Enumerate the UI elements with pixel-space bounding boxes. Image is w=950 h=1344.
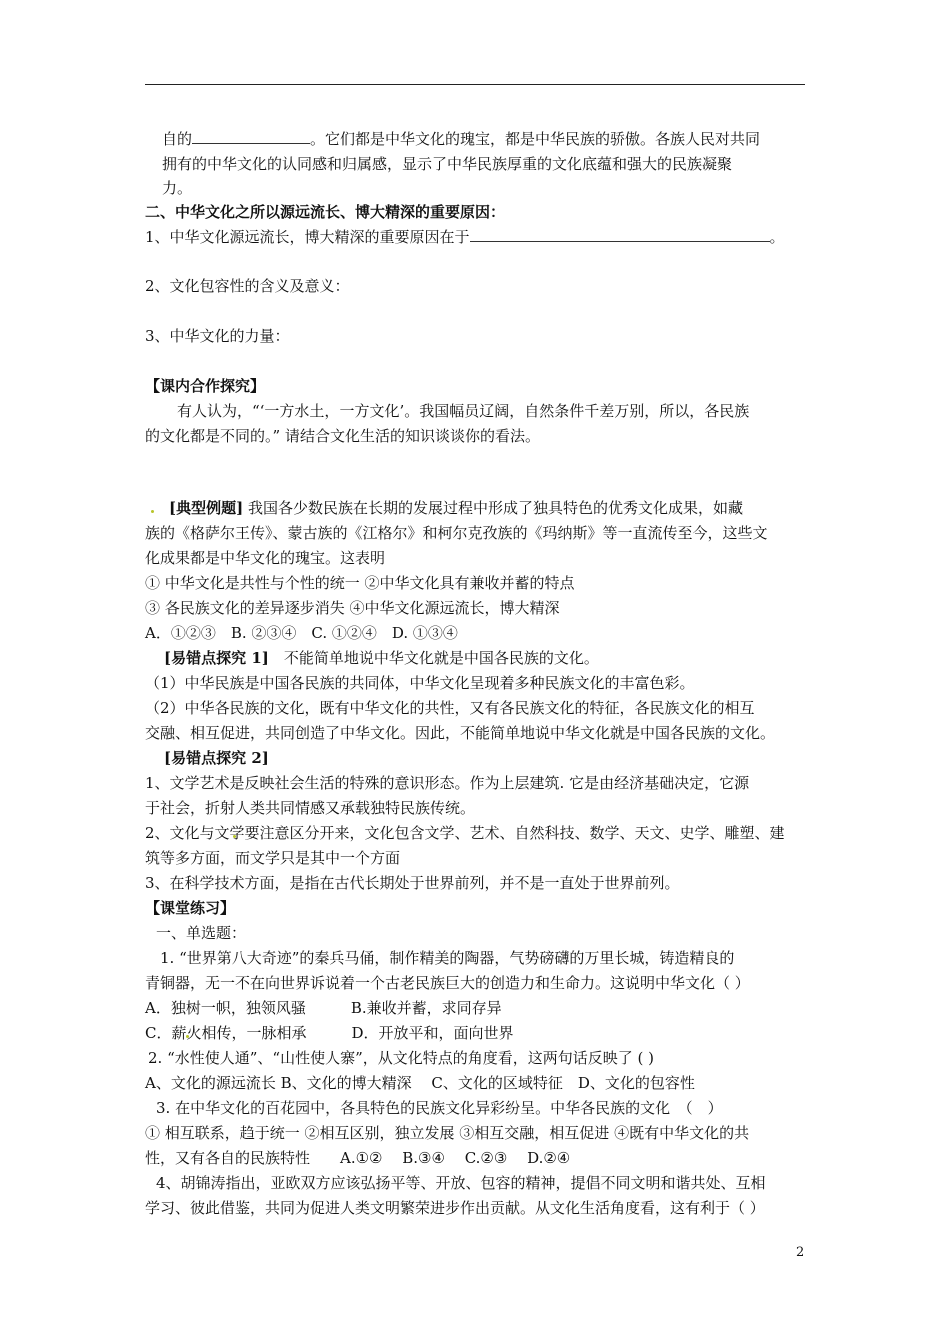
exercise-3: 3. 在中华文化的百花园中，各具特色的民族文化异彩纷呈。中华各民族的文化 （ ） <box>156 1099 723 1117</box>
question-1: 1、中华文化源远流长，博大精深的重要原因在于 。 <box>145 228 785 246</box>
text-line: 青铜器，无一不在向世界诉说着一个古老民族巨大的创造力和生命力。这说明中华文化（ ） <box>145 974 750 992</box>
text-line: 交融、相互促进，共同创造了中华文化。因此，不能简单地说中华文化就是中国各民族的文化。 <box>145 724 776 742</box>
text-line: 学习、彼此借鉴，共同为促进人类文明繁荣进步作出贡献。从文化生活角度看，这有利于（ ） <box>145 1199 765 1217</box>
text-line: 3、在科学技术方面，是指在古代长期处于世界前列，并不是一直处于世界前列。 <box>145 874 680 892</box>
option-line: A．独树一帜，独领风骚 B.兼收并蓄，求同存异 <box>145 999 502 1017</box>
text-line: 于社会，折射人类共同情感又承载独特民族传统。 <box>145 799 476 817</box>
exercise-1: 1. “世界第八大奇迹”的秦兵马俑，制作精美的陶器，气势磅礴的万里长城，铸造精良的 <box>160 949 735 967</box>
fill-in-blank[interactable] <box>192 129 310 144</box>
text-line: 1、文学艺术是反映社会生活的特殊的意识形态。作为上层建筑. 它是由经济基础决定，它源 <box>145 774 750 792</box>
text-line: （2）中华各民族的文化，既有中华文化的共性，又有各民族文化的特征，各民族文化的相互 <box>145 699 755 717</box>
section-heading-cooperation: 【课内合作探究】 <box>145 377 266 395</box>
text-line: 2、文化与文学要注意区分开来，文化包含文学、艺术、自然科技、数学、天文、史学、雕塑、建 <box>145 824 785 842</box>
option-line: A、文化的源远流长 B、文化的博大精深 C、文化的区域特征 D、文化的包容性 <box>145 1074 695 1092</box>
error-point-2: [易错点探究 2] <box>164 749 269 767</box>
question-2: 2、文化包容性的含义及意义： <box>145 277 350 295</box>
option-line: C．薪火相传，一脉相承 D．开放平和，面向世界 <box>145 1024 514 1042</box>
option-line: ① 相互联系，趋于统一 ②相互区别，独立发展 ③相互交融，相互促进 ④既有中华文化的共 <box>145 1124 750 1142</box>
text-line: （1）中华民族是中国各民族的共同体，中华文化呈现着多种民族文化的丰富色彩。 <box>145 674 695 692</box>
answer-options: A．①②③ B. ②③④ C. ①②④ D. ①③④ <box>145 624 458 642</box>
header-rule <box>145 84 805 85</box>
text-line-2: 拥有的中华文化的认同感和归属感，显示了中华民族厚重的文化底蕴和强大的民族凝聚 <box>162 155 733 173</box>
text-line: 有人认为，“‘一方水土，一方文化’。我国幅员辽阔，自然条件千差万别，所以，各民族 <box>177 402 750 420</box>
text-line: 筑等多方面，而文学只是其中一个方面 <box>145 849 401 867</box>
decorative-dot-icon <box>151 510 154 513</box>
subheading-single-choice: 一、单选题： <box>156 924 247 942</box>
text-line: 化成果都是中华文化的瑰宝。这表明 <box>145 549 386 567</box>
question-3: 3、中华文化的力量： <box>145 327 290 345</box>
example-heading: [典型例题] 我国各少数民族在长期的发展过程中形成了独具特色的优秀文化成果，如藏 <box>169 499 743 517</box>
section-heading-2: 二、中华文化之所以源远流长、博大精深的重要原因： <box>145 203 506 221</box>
error-point-1: [易错点探究 1] 不能简单地说中华文化就是中国各民族的文化。 <box>164 649 599 667</box>
page-number: 2 <box>796 1245 805 1260</box>
exercise-2: 2. “水性使人通”、“山性使人寨”，从文化特点的角度看，这两句话反映了 ( ) <box>148 1049 654 1067</box>
text-line-1: 自的 。它们都是中华文化的瑰宝，都是中华民族的骄傲。各族人民对共同 <box>162 130 761 148</box>
option-line: ③ 各民族文化的差异逐步消失 ④中华文化源远流长，博大精深 <box>145 599 560 617</box>
text-line: 族的《格萨尔王传》、蒙古族的《江格尔》和柯尔克孜族的《玛纳斯》等一直流传至今，这些文 <box>145 524 768 542</box>
section-heading-practice: 【课堂练习】 <box>145 899 236 917</box>
option-line: 性，又有各自的民族特性 A.①② B.③④ C.②③ D.②④ <box>145 1149 571 1167</box>
exercise-4: 4、胡锦涛指出，亚欧双方应该弘扬平等、开放、包容的精神，提倡不同文明和谐共处、互相 <box>156 1174 766 1192</box>
text-line-3: 力。 <box>162 179 193 197</box>
option-line: ① 中华文化是共性与个性的统一 ②中华文化具有兼收并蓄的特点 <box>145 574 575 592</box>
text-line: 的文化都是不同的。” 请结合文化生活的知识谈谈你的看法。 <box>145 427 540 445</box>
fill-in-blank[interactable] <box>470 227 770 242</box>
